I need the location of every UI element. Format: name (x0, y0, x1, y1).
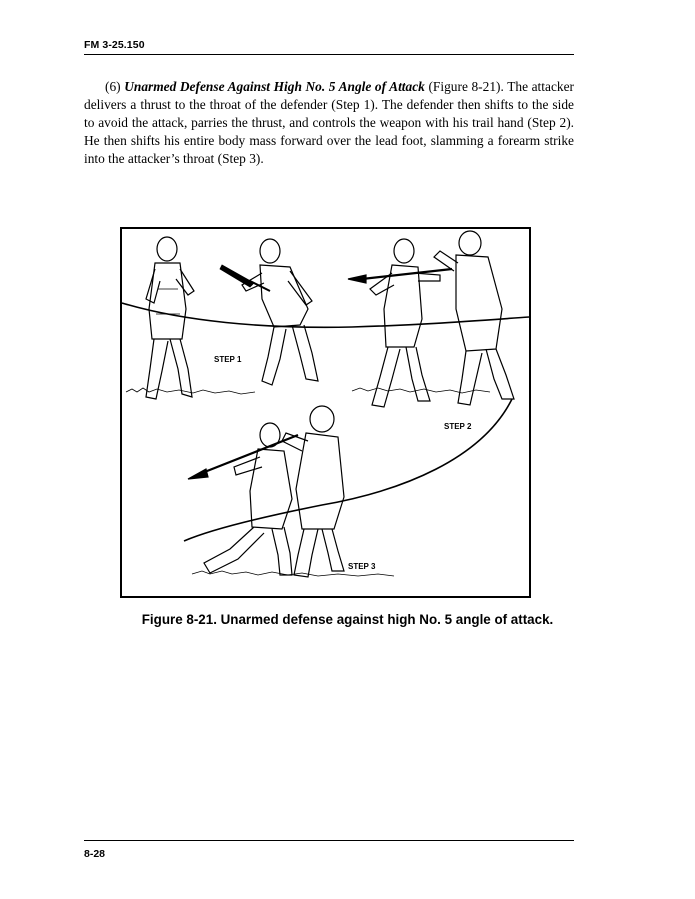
page-number: 8-28 (84, 848, 106, 860)
paragraph-body: The attacker delivers a thrust to the throat of the defender (Step 1). The defender then shifts to the side to avoid the attack, parries the thrust, and controls the weapon with his trail hand (Step 2). He then shifts his entire body mass forward over the lead foot, slamming a forearm strike into the attacker’s throat (Step 3). (84, 79, 574, 166)
step-label-2: STEP 2 (444, 422, 472, 431)
step-label-3: STEP 3 (348, 562, 376, 571)
step-label-1: STEP 1 (214, 355, 242, 364)
figure-drawing (122, 229, 529, 596)
body-paragraph (84, 78, 574, 168)
ground-step2 (352, 388, 490, 393)
step3-figures (188, 406, 344, 577)
page-footer (84, 840, 574, 861)
paragraph-number: (6) (105, 79, 121, 94)
divider-curve-top (122, 303, 529, 327)
manual-code: FM 3-25.150 (84, 39, 145, 51)
step2-figures (348, 231, 514, 407)
ground-step3 (192, 571, 394, 576)
divider-curve-bottom (184, 399, 512, 541)
figure-caption: Figure 8-21. Unarmed defense against high No. 5 angle of attack. (141, 612, 554, 627)
page-header (84, 38, 574, 55)
figure-illustration (120, 227, 531, 598)
figure-reference: (Figure 8-21). (428, 79, 504, 94)
paragraph-heading: Unarmed Defense Against High No. 5 Angle of Attack (124, 79, 425, 94)
